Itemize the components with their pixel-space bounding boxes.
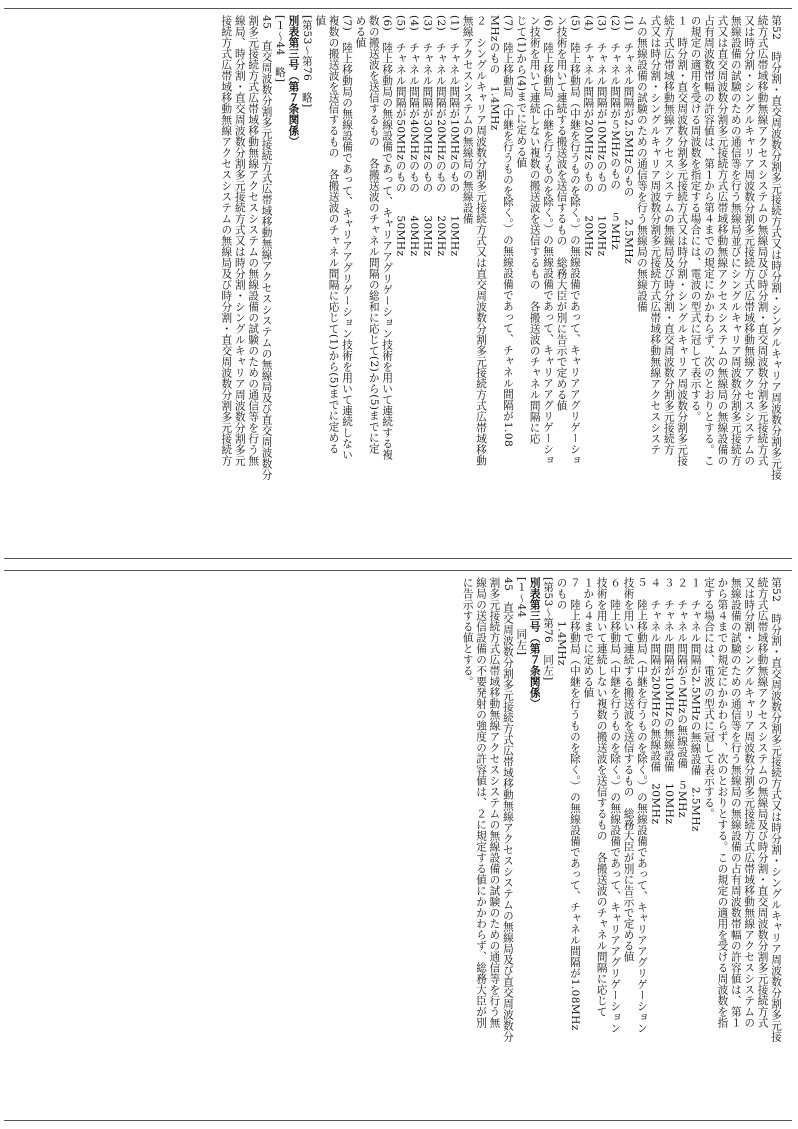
- text-line: ２ チャネル間隔が５MHzの無線設備 ５MHz: [676, 577, 689, 818]
- text-line: ７ 陸上移動局（中継を行うものを除く。）の無線設備であって、チャネル間隔が1.08MHz: [568, 577, 581, 1031]
- text-line: ３ チャネル間隔が10MHzの無線設備 10MHz: [662, 577, 675, 825]
- text-line: 式又は時分割・シングルキャリア周波数分割多元接続方式広帯域移動無線アクセスシステ: [649, 15, 662, 455]
- text-line: 45 直交周波数分割多元接続方式広帯域移動無線アクセスシステムの無線局及び直交周波数分: [260, 15, 273, 481]
- text-line: の規定の適用を受ける周波数を指定する場合には、電波の型式に冠して表示する。: [689, 15, 702, 422]
- text-line: 割多元接続方式広帯域移動無線アクセスシステムの無線設備の試験のための通信等を行う無: [247, 15, 260, 466]
- text-line: (6) 陸上移動局（中継を行うものを除く。）の無線設備であって、キャリアアグリゲーショ: [542, 15, 555, 466]
- text-line: [１～44 同左]: [515, 577, 528, 656]
- panel-revised-text: [4, 8, 792, 559]
- text-line: じて(1)から(4)までに定める値: [515, 15, 528, 169]
- text-line: ５ 陸上移動局（中継を行うものを除く。）の無線設備であって、キャリアアグリゲーション: [635, 577, 648, 1034]
- text-line: 45 直交周波数分割多元接続方式広帯域移動無線アクセスシステムの無線局及び直交周波数分: [501, 577, 514, 1043]
- text-line: (3) チャネル間隔が10MHzのもの 10MHz: [595, 15, 608, 257]
- text-line: (4) チャネル間隔が20MHzのもの 20MHz: [582, 15, 595, 257]
- text-line: ６ 陸上移動局（中継を行うものを除く。）の無線設備であって、キャリアアグリゲーション: [609, 577, 622, 1034]
- text-line: 技術を用いて連続する搬送波を送信するもの 総務大臣が別に告示で定める値: [622, 577, 635, 962]
- text-line: １ 時分割・直交周波数分割多元接続方式又は時分割・シングルキャリア周波数分割多元接: [676, 15, 689, 466]
- text-line: 無線アクセスシステムの無線局の無線設備: [461, 15, 474, 224]
- text-line: (1) チャネル間隔が2.5MHzのもの 2.5MHz: [622, 15, 635, 265]
- text-line: ４ チャネル間隔が20MHzの無線設備 20MHz: [649, 577, 662, 825]
- text-line: (6) 陸上移動局の無線設備であって、キャリアアグリゲーション技術を用いて連続する複: [381, 15, 394, 461]
- text-line: 値: [314, 15, 327, 26]
- text-line: (2) チャネル間隔が５MHzのもの ５MHz: [609, 15, 622, 250]
- text-line: (3) チャネル間隔が30MHzのもの 30MHz: [421, 15, 434, 257]
- text-line: ２ シングルキャリア周波数分割多元接続方式又は直交周波数分割多元接続方式広帯域移動: [475, 15, 488, 466]
- text-line: 続方式広帯域移動無線アクセスシステムの無線局及び時分割・直交周波数分割多元接続方式: [756, 15, 769, 466]
- panel-current-text: [4, 570, 792, 1121]
- text-line: 又は時分割・シングルキャリア周波数分割多元接続方式広帯域移動無線アクセスシステムの: [743, 15, 756, 466]
- text-line: に告示する値とする。: [461, 577, 474, 687]
- text-line: 続方式広帯域移動無線アクセスシステムの無線局及び時分割・直交周波数分割多元接続方: [662, 15, 675, 455]
- text-line: 無線設備の試験のための通信等を行う無線局並びにシングルキャリア周波数分割多元接続方: [729, 15, 742, 466]
- text-line: める値: [354, 15, 367, 48]
- text-line: (1) チャネル間隔が10MHzのもの 10MHz: [448, 15, 461, 257]
- text-line: 技術を用いて連続しない複数の搬送波を送信するもの 各搬送波のチャネル間隔に応じて: [595, 577, 608, 1017]
- revised-text-body: [12, 15, 782, 550]
- text-line: １から４までに定める値: [582, 577, 595, 698]
- text-line: (5) 陸上移動局（中継を行うものを除く。）の無線設備であって、キャリアアグリゲーショ: [568, 15, 581, 466]
- text-line: 又は時分割・シングルキャリア周波数分割多元接続方式広帯域移動無線アクセスシステムの: [743, 577, 756, 1028]
- text-line: 線局、時分割・直交周波数分割多元接続方式又は時分割・シングルキャリア周波数分割多元: [233, 15, 246, 466]
- text-line: [第53～第76 略]: [300, 15, 313, 108]
- text-line: (5) チャネル間隔が50MHzのもの 50MHz: [394, 15, 407, 257]
- text-line: (4) チャネル間隔が40MHzのもの 40MHz: [408, 15, 421, 257]
- text-line: ン技術を用いて連続しない複数の搬送波を送信するもの 各搬送波のチャネル間隔に応: [528, 15, 541, 444]
- text-line: 数の搬送波を送信するもの 各搬送波のチャネル間隔の総和に応じて(2)から(5)までに定: [367, 15, 380, 455]
- text-line: 線局の送信設備の不要発射の強度の許容値は、２に規定する値にかかわらず、総務大臣が別: [475, 577, 488, 1028]
- text-line: 接続方式広帯域移動無線アクセスシステムの無線局及び時分割・直交周波数分割多元接続方: [220, 15, 233, 466]
- text-line: 式又は直交周波数分割多元接続方式広帯域移動無線アクセスシステムの無線局の無線設備の: [716, 15, 729, 466]
- text-line: (7) 陸上移動局の無線設備であって、キャリアアグリゲーション技術を用いて連続しない: [341, 15, 353, 461]
- text-line: 無線設備の試験のための通信等を行う無線局の無線設備の占有周波数帯幅の許容値は、第１: [729, 577, 742, 1028]
- text-line: 別表第三号（第７条関係）: [528, 577, 541, 709]
- text-line: 第52 時分割・直交周波数分割多元接続方式又は時分割・シングルキャリア周波数分割多元接: [770, 15, 782, 481]
- text-line: 複数の搬送波を送信するもの 各搬送波のチャネル間隔に応じて(1)から(5)までに定める: [327, 15, 340, 455]
- text-line: 定する場合には、電波の型式に冠して表示する。: [702, 577, 715, 819]
- text-line: 別表第三号（第７条関係）: [287, 15, 300, 147]
- text-line: 占有周波数帯幅の許容値は、第１から第４までの規定にかかわらず、次のとおりとする。こ: [702, 15, 715, 466]
- text-line: のもの 1.4MHz: [555, 577, 568, 666]
- text-line: 続方式広帯域移動無線アクセスシステムの無線局及び時分割・直交周波数分割多元接続方式: [756, 577, 769, 1028]
- current-text-body: [12, 577, 782, 1112]
- text-line: １ チャネル間隔が2.5MHzの無線設備 2.5MHz: [689, 577, 702, 832]
- text-line: (7) 陸上移動局（中継を行うものを除く。）の無線設備であって、チャネル間隔が1.08: [501, 15, 514, 448]
- text-line: ムの無線設備の試験のための通信等を行う無線局の無線設備: [635, 15, 648, 312]
- text-line: ン技術を用いて連続する搬送波を送信するもの 総務大臣が別に告示で定める値: [555, 15, 568, 411]
- text-line: から第４までの規定にかかわらず、次のとおりとする。この規定の適用を受ける周波数を指: [716, 577, 729, 1028]
- text-line: 割多元接続方式広帯域移動無線アクセスシステムの無線設備の試験のための通信等を行う無: [488, 577, 501, 1028]
- text-line: [第53～第76 同左]: [542, 577, 555, 681]
- text-line: MHzのもの 1.4MHz: [488, 15, 501, 131]
- text-line: 第52 時分割・直交周波数分割多元接続方式又は時分割・シングルキャリア周波数分割多元接: [770, 577, 782, 1043]
- text-line: [１～44 略]: [273, 15, 286, 83]
- text-line: (2) チャネル間隔が20MHzのもの 20MHz: [434, 15, 447, 257]
